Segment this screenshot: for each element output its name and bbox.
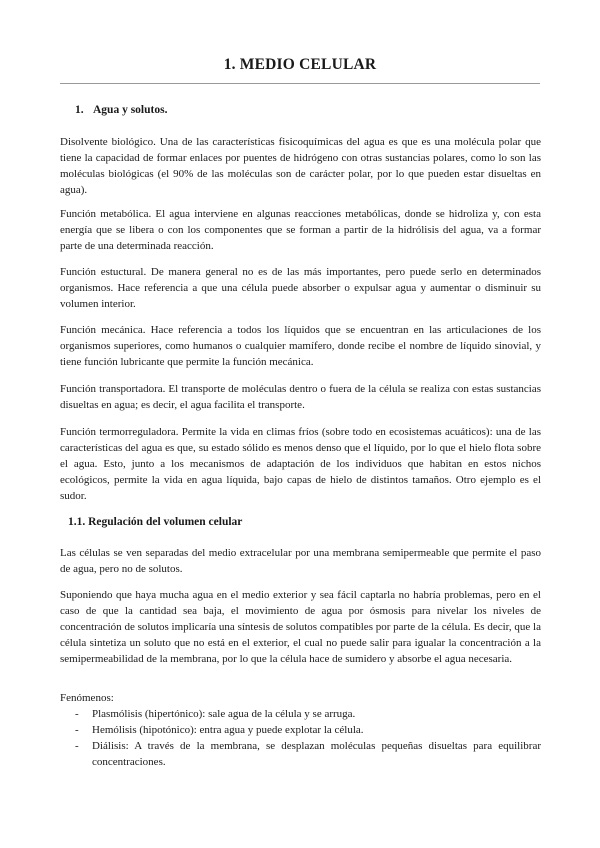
section-title: Agua y solutos. [93,104,168,116]
paragraph-membrane: Las células se ven separadas del medio extracelular por una membrana semipermeable que permite el paso de agua, pero no de solutos. [60,547,541,575]
paragraph-structural: Función estuctural. De manera general no es de las más importantes, pero puede serlo en determinados organismos. Hace referencia a que una célula puede absorber o expulsar agua y aumentar o disminuir su volumen interior. [60,266,541,310]
phenomena-label: Fenómenos: [60,692,114,704]
list-item: - Plasmólisis (hipertónico): sale agua de la célula y se arruga. [75,708,356,720]
section-heading-water-solutes [75,104,167,116]
section-number: 1. [75,104,84,116]
paragraph-mechanical: Función mecánica. Hace referencia a todos los líquidos que se encuentran en las articulaciones de los organismos superiores, como humanos o cualquier mamífero, donde recibe el nombre de líquido sinovial, y tiene función lubricante que permite la función mecánica. [60,324,541,368]
page-title: 1. MEDIO CELULAR [223,56,377,73]
list-item: - Hemólisis (hipotónico): entra agua y puede explotar la célula. [75,724,364,736]
list-item: - Diálisis: A través de la membrana, se desplazan moléculas pequeñas disueltas para equilibrar concentraciones. [75,740,541,768]
title-divider [60,83,540,84]
paragraph-solvent: Disolvente biológico. Una de las características fisicoquímicas del agua es que es una molécula polar que tiene la capacidad de formar enlaces por puentes de hidrógeno con otras sustancias polares, como lo son las moléculas biológicas (el 90% de las moléculas son de carácter polar, por lo que pueden estar disueltas en agua). [60,136,541,196]
paragraph-thermoregulation: Función termorreguladora. Permite la vida en climas fríos (sobre todo en ecosistemas acuáticos): una de las características del agua es que, su estado sólido es menos denso que el líquido, por lo que el hielo flota sobre el agua. Esto, junto a los mecanismos de adaptación de los individuos que habitan en estos nichos ecológicos, permite la vida en agua líquida, bajo capas de hielo de distintos tamaños. Otro ejemplo es el sudor. [60,426,541,502]
bullet-dash: - [75,740,79,752]
phenomena-list [60,706,541,770]
paragraph-osmosis: Suponiendo que haya mucha agua en el medio exterior y sea fácil captarla no habría problemas, pero en el caso de que la cantidad sea baja, el movimiento de agua por ósmosis para nivelar los niveles de concentración de solutos implicaría una síntesis de solutos compatibles por parte de la célula. Es decir, que la célula sintetiza un soluto que no está en el exterior, el cual no puede salir para igualar la concentración a la semipermeabilidad de la membrana, por lo que la célula hace de sumidero y absorbe el agua necesaria. [60,589,541,665]
paragraph-metabolic: Función metabólica. El agua interviene en algunas reacciones metabólicas, donde se hidroliza y, con esta energía que se libera o con los componentes que se forman a partir de la hidrólisis del agua, va a formar parte de una determinada reacción. [60,208,541,252]
bullet-dash: - [75,708,79,720]
subsection-heading-volume: 1.1. Regulación del volumen celular [68,516,243,528]
paragraph-transport: Función transportadora. El transporte de moléculas dentro o fuera de la célula se realiza con estas sustancias disueltas en agua; es decir, el agua facilita el transporte. [60,383,541,411]
bullet-dash: - [75,724,79,736]
